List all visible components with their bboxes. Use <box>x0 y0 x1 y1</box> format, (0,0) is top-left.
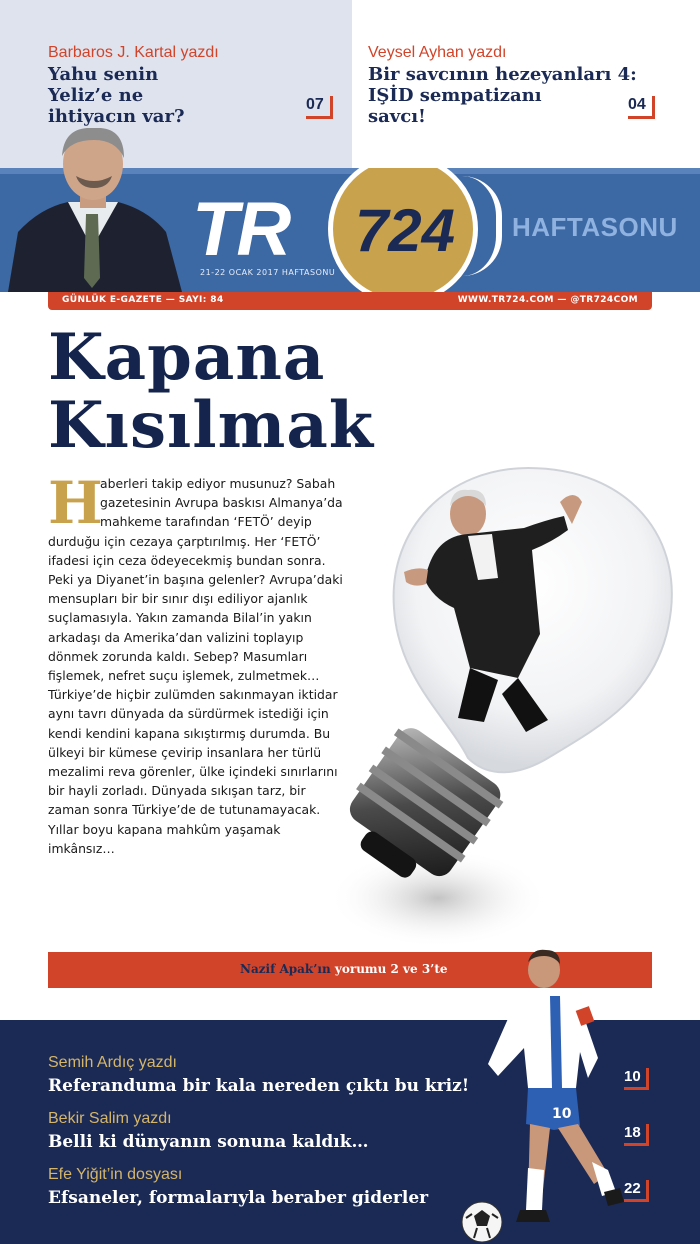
logo-text: TR <box>192 187 290 272</box>
teaser-title-line: IŞİD sempatizanı <box>368 85 542 106</box>
drop-cap: H <box>48 469 103 537</box>
player-number: 10 <box>552 1106 572 1122</box>
logo-arc <box>462 176 502 276</box>
article-text: aberleri takip ediyor musunuz? Sabah gazetesinin Avrupa baskısı Almanya’da mahkeme tarafından ‘FETÖ’ deyip durduğu için cezaya çarptırılmış. Her ‘FETÖ’ ifadesi için ceza ödeyecekmiş bundan sonra. Peki ya Diyanet’in başına gelenler? Avrupa’daki mensupları bir bir sınır dışı ediliyor ajanlık suçlamasıyla. Yakın zamanda Bilal’in yakın arkadaşı da Amerika’dan valizini toplayıp dönmek zorunda kaldı. Sebep? Masumları fişlemek, nefret suçu işlemek, zulmetmek… Türkiye’de hiçbir zulümden sakınmayan iktidar aynı tavrı dünyada da sürdürmek istediği için kendi kendini kapana sıkıştırmış durumda. Bu ülkeyi bir kümese çevirip insanlara her türlü mezalimi reva görenler, ülke içindeki sınırlarını bir hayli zorladı. Dünyada sıkışan tarz, bir zaman sonra Türkiye’de de tutunamayacak. Yıllar boyu kapana mahkûm yaşamak imkânsız… <box>48 476 343 856</box>
issue-info: GÜNLÜK E-GAZETE — SAYI: 84 <box>62 295 224 305</box>
teaser-title-line: Yahu senin <box>48 64 159 85</box>
bottom-author: Bekir Salim yazdı <box>48 1110 172 1127</box>
bottom-title[interactable]: Belli ki dünyanın sonuna kaldık… <box>48 1132 369 1152</box>
teaser-title-line: savcı! <box>368 106 426 127</box>
football-player-photo <box>458 948 658 1244</box>
bottom-author: Efe Yiğit’in dosyası <box>48 1166 183 1183</box>
page-badge: 10 <box>624 1068 649 1090</box>
teaser-title-line: Yeliz’e ne <box>48 85 144 106</box>
page-badge: 07 <box>306 96 333 119</box>
continuation-author: Nazif Apak’ın <box>240 962 331 976</box>
page-badge: 04 <box>628 96 655 119</box>
bottom-title[interactable]: Efsaneler, formalarıyla beraber giderler <box>48 1188 429 1208</box>
teaser-title[interactable] <box>48 64 185 127</box>
info-bar <box>48 292 652 310</box>
page-badge: 22 <box>624 1180 649 1202</box>
headline-line: Kapana <box>48 320 326 395</box>
teaser-right[interactable] <box>352 0 700 168</box>
main-headline <box>48 320 468 463</box>
page-badge: 18 <box>624 1124 649 1146</box>
edition-label: HAFTASONU <box>512 212 678 242</box>
teaser-author: Veysel Ayhan yazdı <box>368 44 507 61</box>
teaser-title-line: Bir savcının hezeyanları 4: <box>368 64 637 85</box>
logo-number: 724 <box>354 197 456 264</box>
edition-date: 21-22 OCAK 2017 HAFTASONU <box>200 268 336 277</box>
teaser-title[interactable] <box>368 64 637 127</box>
continuation-pages: yorumu 2 ve 3’te <box>330 962 448 976</box>
article-body <box>48 469 348 858</box>
continuation-text <box>240 962 448 976</box>
bottom-author: Semih Ardıç yazdı <box>48 1054 177 1071</box>
lightbulb-illustration <box>328 458 700 958</box>
headline-line: Kısılmak <box>48 388 375 463</box>
author-portrait <box>0 128 185 292</box>
teaser-title-line: ihtiyacın var? <box>48 106 185 127</box>
website-link[interactable]: WWW.TR724.COM — @TR724COM <box>457 295 638 305</box>
teaser-author: Barbaros J. Kartal yazdı <box>48 44 219 61</box>
bottom-title[interactable]: Referanduma bir kala nereden çıktı bu kriz! <box>48 1076 470 1096</box>
